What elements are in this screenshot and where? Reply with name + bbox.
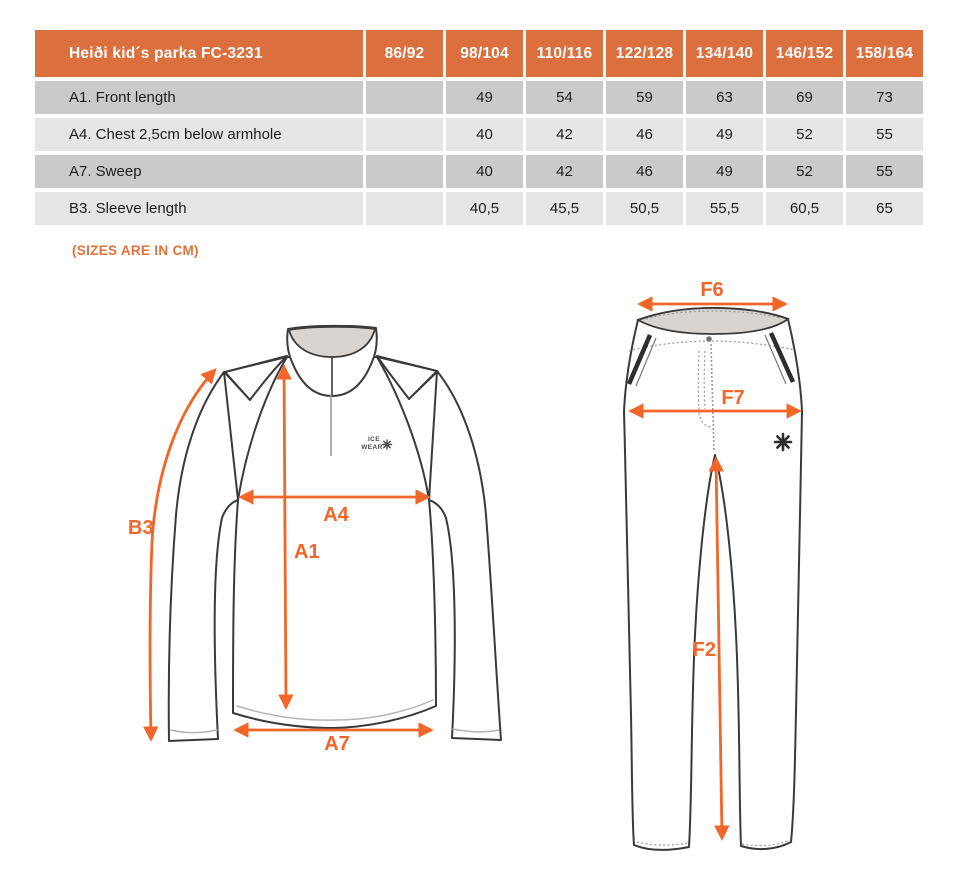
table-cell: 45,5 [526, 192, 603, 225]
table-cell: 55 [846, 155, 923, 188]
table-cell: 40,5 [446, 192, 523, 225]
table-cell: 49 [686, 118, 763, 151]
column-header-122-128: 122/128 [606, 30, 683, 77]
table-cell: 52 [766, 118, 843, 151]
table-cell: 42 [526, 155, 603, 188]
sweater-sketch [169, 326, 501, 741]
table-cell: 52 [766, 155, 843, 188]
table-cell: 59 [606, 81, 683, 114]
logo-snowflake-icon [383, 440, 392, 449]
column-header-146-152: 146/152 [766, 30, 843, 77]
a7-label: A7 [324, 733, 350, 755]
table-cell: 40 [446, 118, 523, 151]
b3-label: B3 [128, 517, 154, 539]
row-label: A4. Chest 2,5cm below armhole [35, 118, 363, 151]
table-cell: 40 [446, 155, 523, 188]
table-cell: 63 [686, 81, 763, 114]
table-cell: 55,5 [686, 192, 763, 225]
sizes-note: (SIZES ARE IN CM) [72, 243, 199, 258]
table-cell: 73 [846, 81, 923, 114]
table-title: Heiði kid´s parka FC-3231 [35, 30, 363, 77]
table-cell: 46 [606, 155, 683, 188]
table-cell: 49 [686, 155, 763, 188]
logo-text-wear: WEAR [361, 444, 383, 451]
table-cell: 65 [846, 192, 923, 225]
f7-label: F7 [721, 387, 745, 409]
f2-label: F2 [692, 639, 716, 661]
row-label: B3. Sleeve length [35, 192, 363, 225]
column-header-98-104: 98/104 [446, 30, 523, 77]
column-header-158-164: 158/164 [846, 30, 923, 77]
table-cell: 60,5 [766, 192, 843, 225]
table-cell: 49 [446, 81, 523, 114]
a1-arrow [284, 368, 286, 706]
f6-label: F6 [700, 279, 724, 301]
row-label: A1. Front length [35, 81, 363, 114]
logo-text-ice: ICE [367, 436, 381, 443]
a4-label: A4 [323, 504, 349, 526]
column-header-134-140: 134/140 [686, 30, 763, 77]
column-header-86-92: 86/92 [366, 30, 443, 77]
pants-sketch [624, 308, 802, 850]
row-label: A7. Sweep [35, 155, 363, 188]
table-cell: 69 [766, 81, 843, 114]
table-cell: 54 [526, 81, 603, 114]
table-cell: 55 [846, 118, 923, 151]
table-cell: 42 [526, 118, 603, 151]
pants-snowflake-icon [775, 434, 791, 450]
a1-label: A1 [294, 541, 320, 563]
table-cell: 50,5 [606, 192, 683, 225]
waist-button [706, 336, 712, 342]
table-cell: 46 [606, 118, 683, 151]
f2-arrow [716, 460, 722, 837]
column-header-110-116: 110/116 [526, 30, 603, 77]
